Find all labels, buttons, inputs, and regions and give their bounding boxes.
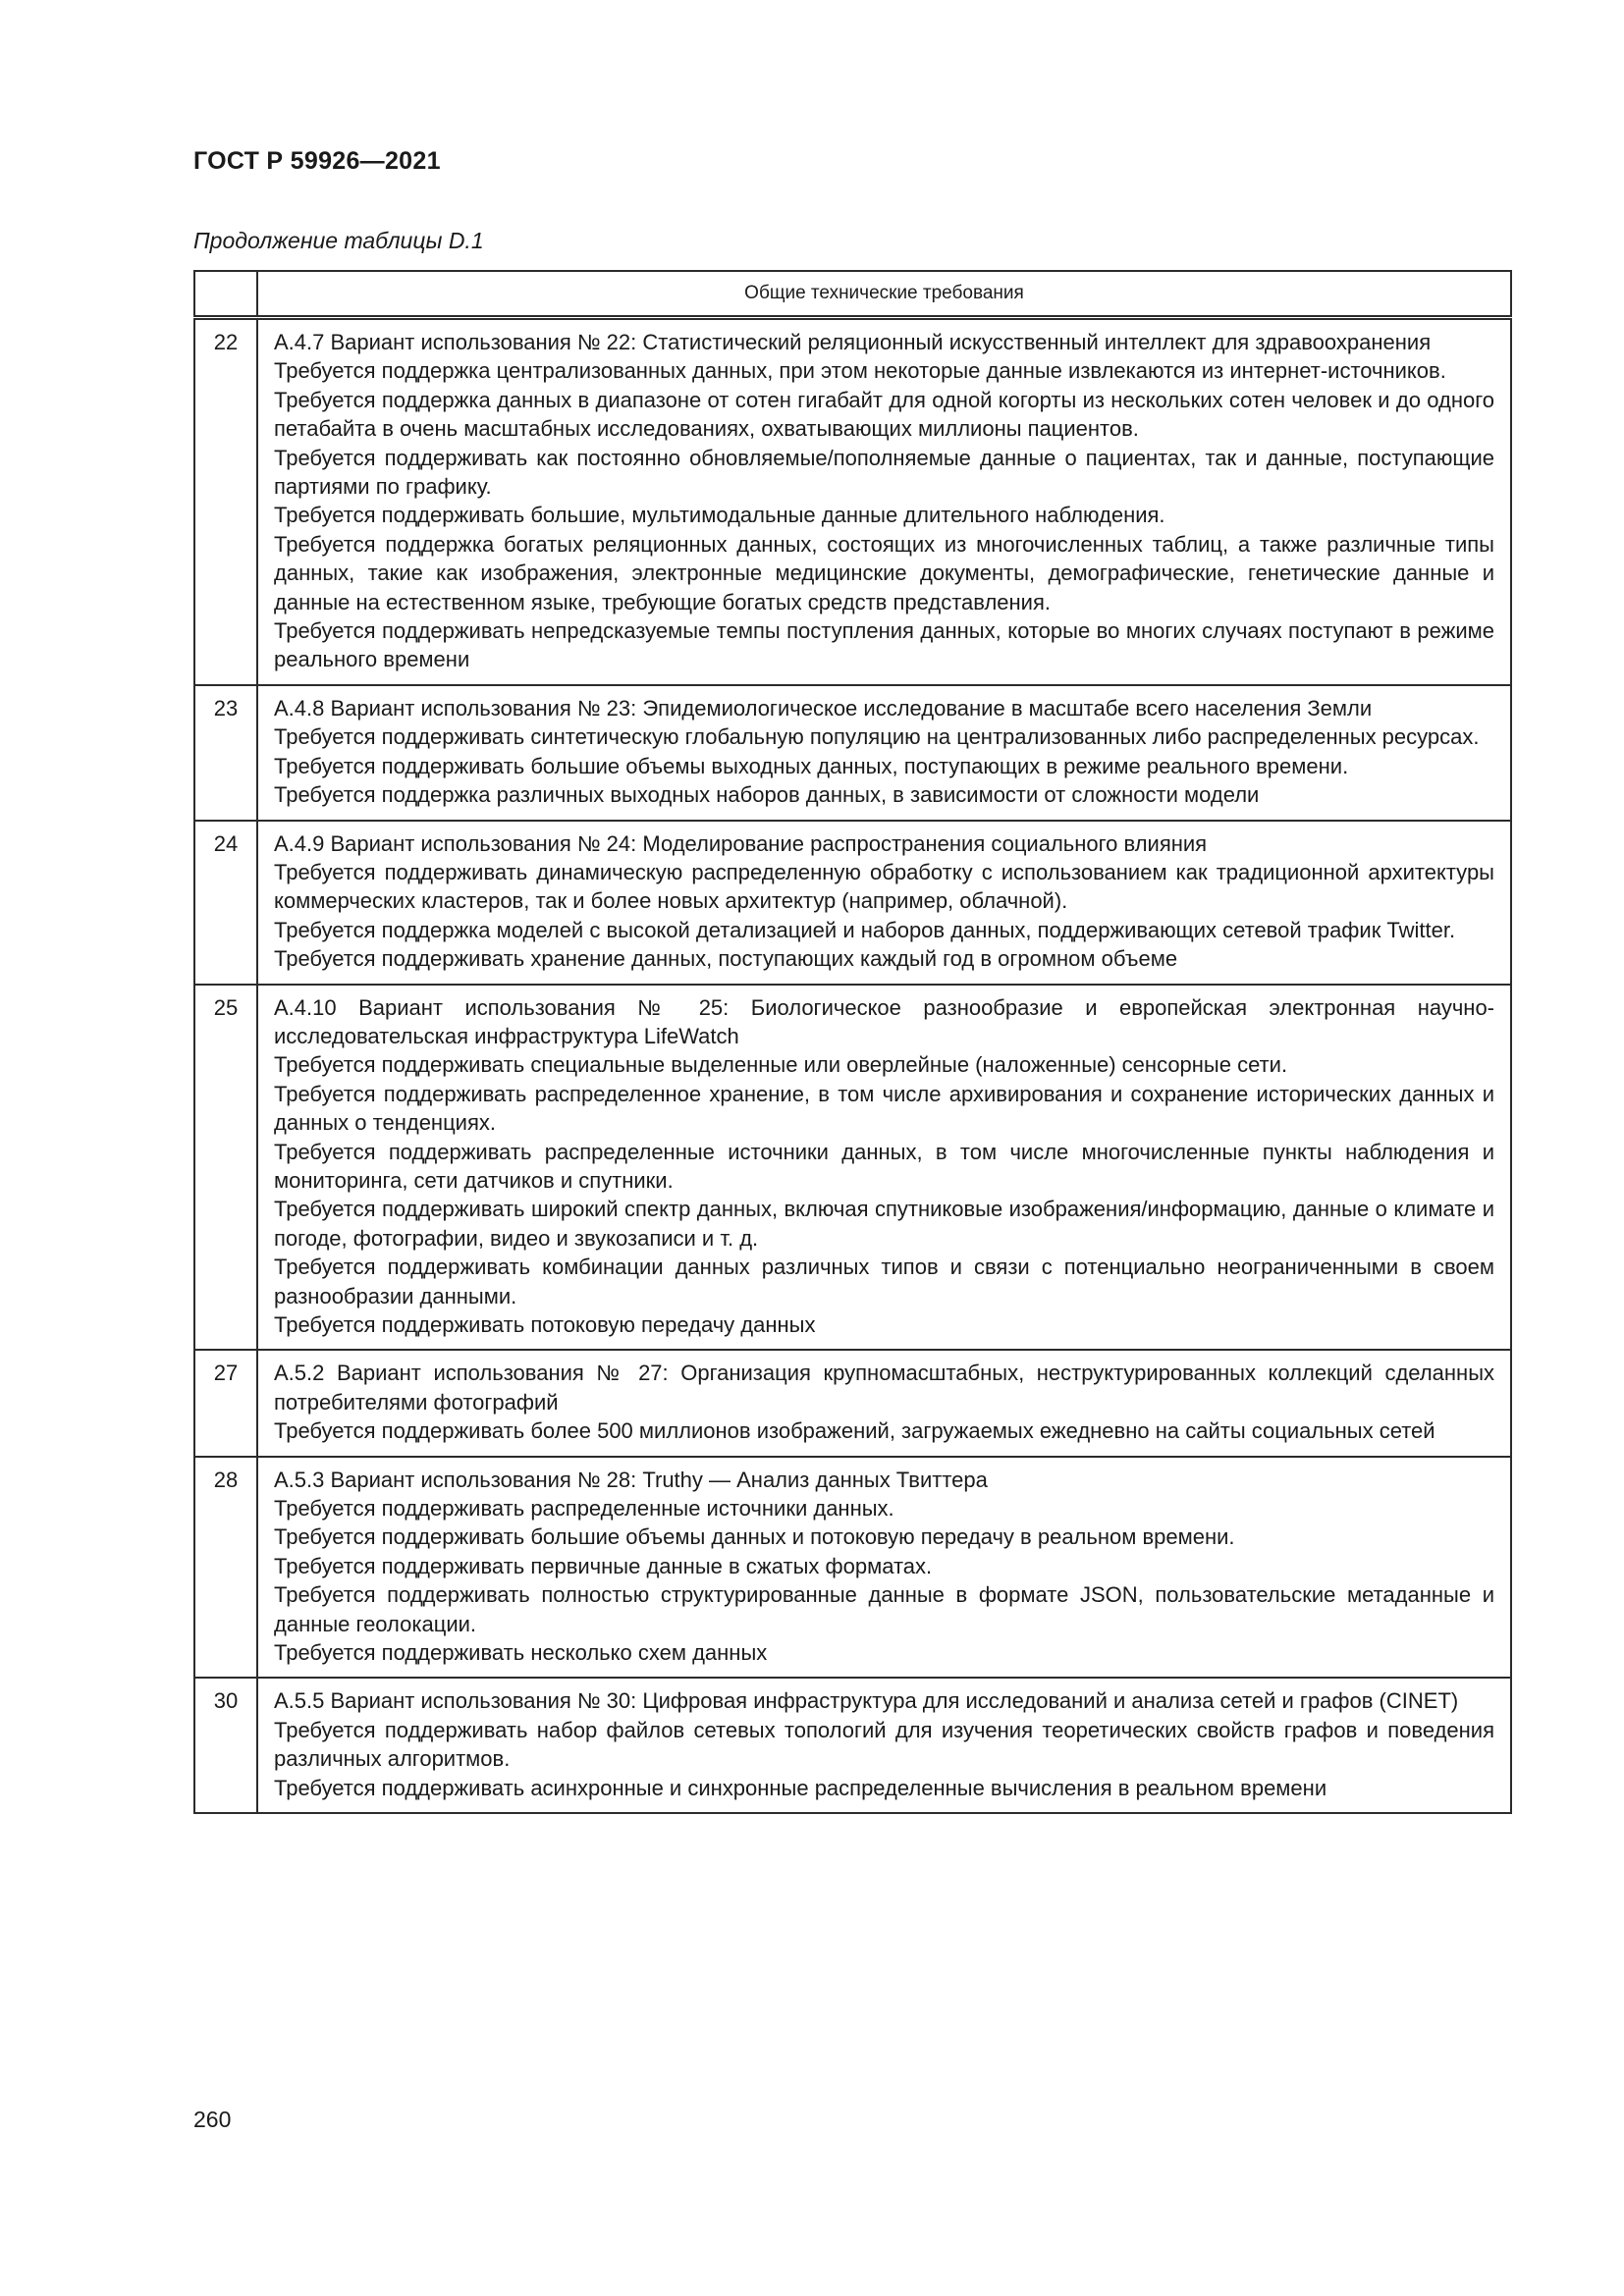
requirement-text: Требуется поддерживать непредсказуемые темпы поступления данных, которые во многих случаях поступают в режиме реального времени	[274, 618, 1494, 672]
requirement-text: Требуется поддерживать большие объемы данных и потоковую передачу в реальном времени.	[274, 1524, 1235, 1550]
requirements-cell	[257, 821, 1511, 985]
table-row	[194, 985, 1511, 1351]
requirement-text: Требуется поддерживать асинхронные и синхронные распределенные вычисления в реальном времени	[274, 1775, 1327, 1800]
requirements-column-header: Общие технические требования	[257, 271, 1511, 318]
use-case-title: А.4.7 Вариант использования № 22: Статистический реляционный искусственный интеллект для здравоохранения	[274, 330, 1432, 354]
requirement-text: Требуется поддержка централизованных данных, при этом некоторые данные извлекаются из интернет-источников.	[274, 358, 1446, 384]
requirement-text: Требуется поддерживать потоковую передачу данных	[274, 1312, 816, 1337]
requirements-cell	[257, 1457, 1511, 1679]
requirements-cell	[257, 1350, 1511, 1456]
table-row	[194, 318, 1511, 685]
row-number: 30	[194, 1678, 257, 1813]
requirement-text: Требуется поддерживать большие, мультимодальные данные длительного наблюдения.	[274, 503, 1165, 528]
table-row	[194, 1457, 1511, 1679]
table-row	[194, 1350, 1511, 1456]
requirement-text: Требуется поддерживать первичные данные в сжатых форматах.	[274, 1553, 933, 1578]
requirement-text: Требуется поддерживать динамическую распределенную обработку с использованием как традиционной архитектуры коммерческих кластеров, так и более новых архитектур (например, облачной).	[274, 859, 1494, 914]
row-number: 27	[194, 1350, 257, 1456]
requirement-text: Требуется поддерживать полностью структурированные данные в формате JSON, пользовательские метаданные и данные геолокации.	[274, 1582, 1494, 1636]
requirement-text: Требуется поддерживать синтетическую глобальную популяцию на централизованных либо распределенных ресурсах.	[274, 724, 1480, 750]
use-case-title: А.5.5 Вариант использования № 30: Цифровая инфраструктура для исследований и анализа сетей и графов (CINET)	[274, 1688, 1459, 1714]
use-case-title: А.4.8 Вариант использования № 23: Эпидемиологическое исследование в масштабе всего населения Земли	[274, 695, 1373, 721]
row-number: 28	[194, 1457, 257, 1679]
requirement-text: Требуется поддерживать более 500 миллионов изображений, загружаемых ежедневно на сайты социальных сетей	[274, 1418, 1435, 1444]
row-number: 22	[194, 318, 257, 685]
requirement-text: Требуется поддержка различных выходных наборов данных, в зависимости от сложности модели	[274, 782, 1260, 808]
requirement-text: Требуется поддерживать специальные выделенные или оверлейные (наложенные) сенсорные сети.	[274, 1052, 1288, 1078]
requirement-text: Требуется поддерживать распределенные источники данных.	[274, 1496, 894, 1522]
requirement-text: Требуется поддерживать широкий спектр данных, включая спутниковые изображения/информацию, данные о климате и погоде, фотографии, видео и звукозаписи и т. д.	[274, 1197, 1494, 1251]
requirement-text: Требуется поддержка данных в диапазоне от сотен гигабайт для одной когорты из нескольких сотен человек и до одного петабайта в очень масштабных исследованиях, охватывающих миллионы пациентов.	[274, 387, 1494, 442]
table-body	[194, 318, 1511, 1814]
requirements-cell	[257, 1678, 1511, 1813]
requirement-text: Требуется поддерживать комбинации данных различных типов и связи с потенциально неограниченными в своем разнообразии данными.	[274, 1255, 1494, 1308]
requirements-table	[193, 270, 1512, 1814]
table-caption: Продолжение таблицы D.1	[193, 228, 484, 253]
use-case-title: А.4.10 Вариант использования № 25: Биологическое разнообразие и европейская электронная научно-исследовательская инфраструктура LifeWatch	[274, 994, 1494, 1048]
document-title: ГОСТ Р 59926—2021	[193, 147, 441, 175]
number-column-header	[194, 271, 257, 318]
requirement-text: Требуется поддерживать большие объемы выходных данных, поступающих в режиме реального времени.	[274, 753, 1349, 778]
requirement-text: Требуется поддерживать распределенное хранение, в том числе архивирования и сохранение исторических данных и данных о тенденциях.	[274, 1081, 1494, 1136]
requirements-cell	[257, 985, 1511, 1351]
use-case-title: А.5.2 Вариант использования № 27: Организация крупномасштабных, неструктурированных коллекций сделанных потребителями фотографий	[274, 1361, 1494, 1415]
use-case-title: А.5.3 Вариант использования № 28: Truthy — Анализ данных Твиттера	[274, 1467, 988, 1492]
requirement-text: Требуется поддерживать хранение данных, поступающих каждый год в огромном объеме	[274, 946, 1178, 972]
requirements-cell	[257, 685, 1511, 821]
requirement-text: Требуется поддерживать как постоянно обновляемые/пополняемые данные о пациентах, так и данные, поступающие партиями по графику.	[274, 445, 1494, 500]
page-number: 260	[193, 2107, 232, 2132]
requirement-text: Требуется поддерживать несколько схем данных	[274, 1640, 768, 1666]
table-header-row	[194, 271, 1511, 318]
table-row	[194, 685, 1511, 821]
requirements-cell	[257, 318, 1511, 685]
table-row	[194, 1678, 1511, 1813]
requirement-text: Требуется поддерживать распределенные источники данных, в том числе многочисленные пункты наблюдения и мониторинга, сети датчиков и спутники.	[274, 1139, 1494, 1193]
requirement-text: Требуется поддерживать набор файлов сетевых топологий для изучения теоретических свойств графов и поведения различных алгоритмов.	[274, 1717, 1494, 1772]
row-number: 23	[194, 685, 257, 821]
row-number: 25	[194, 985, 257, 1351]
use-case-title: А.4.9 Вариант использования № 24: Моделирование распространения социального влияния	[274, 830, 1208, 856]
row-number: 24	[194, 821, 257, 985]
table-row	[194, 821, 1511, 985]
requirement-text: Требуется поддержка моделей с высокой детализацией и наборов данных, поддерживающих сетевой трафик Twitter.	[274, 917, 1456, 942]
requirement-text: Требуется поддержка богатых реляционных данных, состоящих из многочисленных таблиц, а также различные типы данных, такие как изображения, электронные медицинские документы, демографические, генетические данные и данные на естественном языке, требующие богатых средств представления.	[274, 531, 1494, 614]
